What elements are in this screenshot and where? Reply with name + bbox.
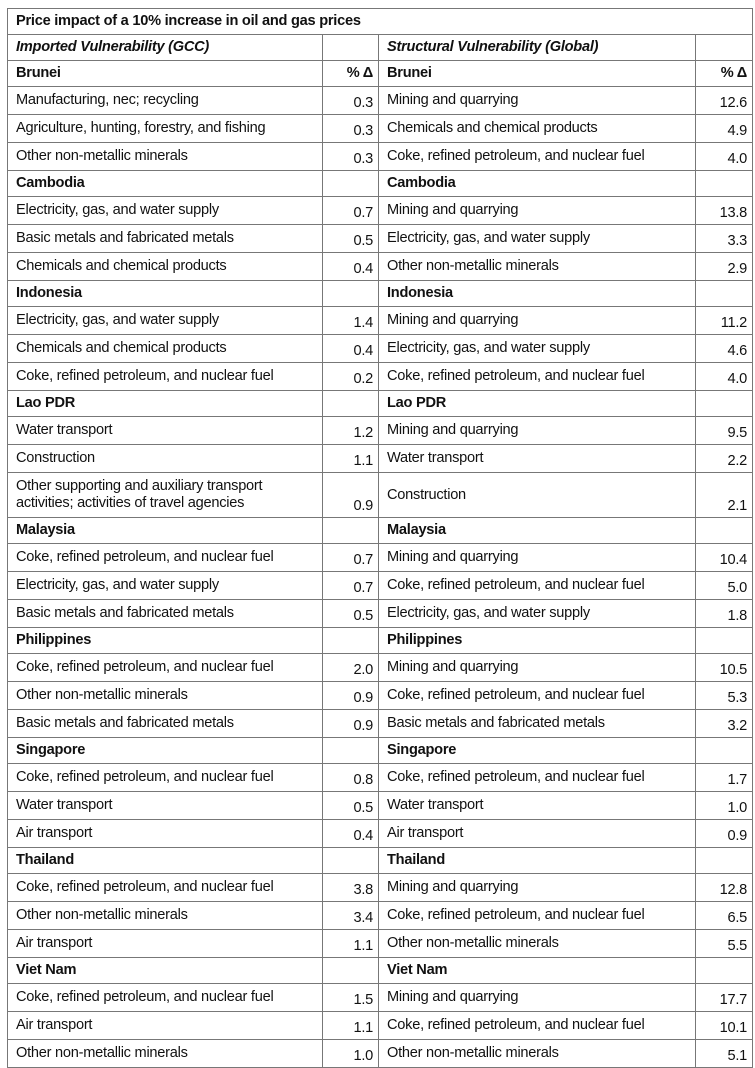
sector-left: Coke, refined petroleum, and nuclear fuel xyxy=(8,363,323,391)
sector-right: Chemicals and chemical products xyxy=(379,115,696,143)
country-name-left: Indonesia xyxy=(8,281,323,307)
table-row xyxy=(8,654,753,682)
value-left: 0.9 xyxy=(323,682,379,710)
sector-left: Electricity, gas, and water supply xyxy=(8,197,323,225)
table-row xyxy=(8,1012,753,1040)
value-right: 0.9 xyxy=(696,820,753,848)
table-row xyxy=(8,253,753,281)
right-header: Structural Vulnerability (Global) xyxy=(379,35,696,61)
table-row xyxy=(8,572,753,600)
table-row xyxy=(8,225,753,253)
value-right: 3.3 xyxy=(696,225,753,253)
sector-left: Other non-metallic minerals xyxy=(8,143,323,171)
value-left: 3.4 xyxy=(323,902,379,930)
value-right: 17.7 xyxy=(696,984,753,1012)
value-left: 1.4 xyxy=(323,307,379,335)
sector-right: Coke, refined petroleum, and nuclear fuel xyxy=(379,682,696,710)
country-row xyxy=(8,171,753,197)
value-left: 0.3 xyxy=(323,87,379,115)
table-row xyxy=(8,820,753,848)
sector-right: Mining and quarrying xyxy=(379,544,696,572)
country-name-left: Philippines xyxy=(8,628,323,654)
value-left: 1.5 xyxy=(323,984,379,1012)
value-left: 0.5 xyxy=(323,225,379,253)
sector-left: Air transport xyxy=(8,930,323,958)
sector-left: Chemicals and chemical products xyxy=(8,253,323,281)
value-right: 6.5 xyxy=(696,902,753,930)
country-name-left: Viet Nam xyxy=(8,958,323,984)
table-row xyxy=(8,307,753,335)
sector-left: Manufacturing, nec; recycling xyxy=(8,87,323,115)
value-right: 2.9 xyxy=(696,253,753,281)
country-name-left: Singapore xyxy=(8,738,323,764)
country-name-right: Philippines xyxy=(379,628,696,654)
value-right: 4.0 xyxy=(696,363,753,391)
sector-right: Mining and quarrying xyxy=(379,874,696,902)
sector-left: Other supporting and auxiliary transport activities; activities of travel agencies xyxy=(8,473,323,518)
value-left: 0.3 xyxy=(323,143,379,171)
unit-label-left xyxy=(323,628,379,654)
sector-right: Coke, refined petroleum, and nuclear fuel xyxy=(379,764,696,792)
sector-right: Water transport xyxy=(379,445,696,473)
value-right: 5.0 xyxy=(696,572,753,600)
table-row xyxy=(8,87,753,115)
value-right: 12.6 xyxy=(696,87,753,115)
sector-right: Electricity, gas, and water supply xyxy=(379,600,696,628)
value-right: 2.1 xyxy=(696,473,753,518)
unit-label-left: % Δ xyxy=(323,61,379,87)
country-name-right: Cambodia xyxy=(379,171,696,197)
table-row xyxy=(8,710,753,738)
unit-label-right xyxy=(696,171,753,197)
country-row xyxy=(8,958,753,984)
table-row xyxy=(8,115,753,143)
value-left: 0.8 xyxy=(323,764,379,792)
sector-right: Electricity, gas, and water supply xyxy=(379,335,696,363)
value-right: 2.2 xyxy=(696,445,753,473)
sector-right: Mining and quarrying xyxy=(379,197,696,225)
sector-right: Other non-metallic minerals xyxy=(379,253,696,281)
sector-left: Other non-metallic minerals xyxy=(8,1040,323,1068)
sector-right: Air transport xyxy=(379,820,696,848)
sector-left: Agriculture, hunting, forestry, and fishing xyxy=(8,115,323,143)
value-right: 5.5 xyxy=(696,930,753,958)
table-row xyxy=(8,902,753,930)
value-right: 4.9 xyxy=(696,115,753,143)
unit-label-right xyxy=(696,738,753,764)
country-name-left: Brunei xyxy=(8,61,323,87)
price-impact-table xyxy=(7,8,753,1068)
sector-left: Chemicals and chemical products xyxy=(8,335,323,363)
country-name-right: Viet Nam xyxy=(379,958,696,984)
sector-right: Coke, refined petroleum, and nuclear fuel xyxy=(379,363,696,391)
value-left: 1.1 xyxy=(323,1012,379,1040)
unit-label-right xyxy=(696,628,753,654)
unit-label-right xyxy=(696,518,753,544)
country-name-left: Cambodia xyxy=(8,171,323,197)
value-right: 13.8 xyxy=(696,197,753,225)
value-left: 0.5 xyxy=(323,792,379,820)
unit-label-right xyxy=(696,848,753,874)
right-header-blank xyxy=(696,35,753,61)
value-left: 0.7 xyxy=(323,197,379,225)
sector-left: Basic metals and fabricated metals xyxy=(8,710,323,738)
country-name-right: Lao PDR xyxy=(379,391,696,417)
table-row xyxy=(8,792,753,820)
value-right: 1.8 xyxy=(696,600,753,628)
value-left: 0.7 xyxy=(323,572,379,600)
table-row xyxy=(8,984,753,1012)
value-left: 0.4 xyxy=(323,335,379,363)
country-name-right: Indonesia xyxy=(379,281,696,307)
country-name-right: Singapore xyxy=(379,738,696,764)
value-left: 3.8 xyxy=(323,874,379,902)
table-row xyxy=(8,445,753,473)
country-name-right: Thailand xyxy=(379,848,696,874)
sector-right: Coke, refined petroleum, and nuclear fuel xyxy=(379,902,696,930)
sector-left: Coke, refined petroleum, and nuclear fuel xyxy=(8,984,323,1012)
value-left: 1.2 xyxy=(323,417,379,445)
value-left: 0.9 xyxy=(323,473,379,518)
country-name-right: Malaysia xyxy=(379,518,696,544)
sector-left: Coke, refined petroleum, and nuclear fuel xyxy=(8,874,323,902)
country-row xyxy=(8,61,753,87)
unit-label-left xyxy=(323,171,379,197)
header-row xyxy=(8,35,753,61)
sector-right: Other non-metallic minerals xyxy=(379,1040,696,1068)
value-left: 0.5 xyxy=(323,600,379,628)
sector-left: Water transport xyxy=(8,792,323,820)
sector-right: Water transport xyxy=(379,792,696,820)
sector-right: Mining and quarrying xyxy=(379,654,696,682)
sector-left: Water transport xyxy=(8,417,323,445)
unit-label-right: % Δ xyxy=(696,61,753,87)
sector-left: Coke, refined petroleum, and nuclear fuel xyxy=(8,764,323,792)
table-row xyxy=(8,473,753,518)
sector-right: Mining and quarrying xyxy=(379,984,696,1012)
sector-left: Basic metals and fabricated metals xyxy=(8,225,323,253)
sector-right: Construction xyxy=(379,473,696,518)
value-right: 10.4 xyxy=(696,544,753,572)
left-header-blank xyxy=(323,35,379,61)
value-left: 2.0 xyxy=(323,654,379,682)
table-row xyxy=(8,143,753,171)
title-row xyxy=(8,9,753,35)
country-name-right: Brunei xyxy=(379,61,696,87)
table-row xyxy=(8,335,753,363)
sector-right: Mining and quarrying xyxy=(379,307,696,335)
unit-label-left xyxy=(323,958,379,984)
country-row xyxy=(8,391,753,417)
value-left: 0.9 xyxy=(323,710,379,738)
value-right: 10.5 xyxy=(696,654,753,682)
value-right: 4.6 xyxy=(696,335,753,363)
sector-left: Construction xyxy=(8,445,323,473)
sector-left: Electricity, gas, and water supply xyxy=(8,572,323,600)
sector-left: Air transport xyxy=(8,1012,323,1040)
sector-left: Other non-metallic minerals xyxy=(8,902,323,930)
unit-label-right xyxy=(696,281,753,307)
table-row xyxy=(8,544,753,572)
value-right: 5.3 xyxy=(696,682,753,710)
sector-right: Mining and quarrying xyxy=(379,87,696,115)
value-right: 9.5 xyxy=(696,417,753,445)
table-row xyxy=(8,930,753,958)
unit-label-right xyxy=(696,391,753,417)
sector-left: Basic metals and fabricated metals xyxy=(8,600,323,628)
sector-right: Coke, refined petroleum, and nuclear fuel xyxy=(379,572,696,600)
table-row xyxy=(8,197,753,225)
country-name-left: Lao PDR xyxy=(8,391,323,417)
value-right: 5.1 xyxy=(696,1040,753,1068)
country-row xyxy=(8,518,753,544)
unit-label-left xyxy=(323,281,379,307)
sector-right: Coke, refined petroleum, and nuclear fuel xyxy=(379,1012,696,1040)
value-left: 0.4 xyxy=(323,820,379,848)
sector-left: Coke, refined petroleum, and nuclear fuel xyxy=(8,654,323,682)
value-right: 10.1 xyxy=(696,1012,753,1040)
country-name-left: Thailand xyxy=(8,848,323,874)
table-row xyxy=(8,764,753,792)
value-left: 0.2 xyxy=(323,363,379,391)
country-row xyxy=(8,281,753,307)
sector-right: Other non-metallic minerals xyxy=(379,930,696,958)
left-header: Imported Vulnerability (GCC) xyxy=(8,35,323,61)
unit-label-left xyxy=(323,738,379,764)
value-right: 3.2 xyxy=(696,710,753,738)
sector-left: Air transport xyxy=(8,820,323,848)
table-row xyxy=(8,363,753,391)
unit-label-right xyxy=(696,958,753,984)
value-left: 1.1 xyxy=(323,930,379,958)
sector-left: Coke, refined petroleum, and nuclear fuel xyxy=(8,544,323,572)
value-left: 1.1 xyxy=(323,445,379,473)
value-right: 11.2 xyxy=(696,307,753,335)
unit-label-left xyxy=(323,848,379,874)
value-right: 4.0 xyxy=(696,143,753,171)
value-right: 12.8 xyxy=(696,874,753,902)
value-left: 0.4 xyxy=(323,253,379,281)
value-left: 0.7 xyxy=(323,544,379,572)
country-row xyxy=(8,738,753,764)
unit-label-left xyxy=(323,391,379,417)
value-right: 1.0 xyxy=(696,792,753,820)
sector-left: Electricity, gas, and water supply xyxy=(8,307,323,335)
sector-left: Other non-metallic minerals xyxy=(8,682,323,710)
value-left: 1.0 xyxy=(323,1040,379,1068)
sector-right: Mining and quarrying xyxy=(379,417,696,445)
sector-right: Electricity, gas, and water supply xyxy=(379,225,696,253)
country-row xyxy=(8,628,753,654)
value-left: 0.3 xyxy=(323,115,379,143)
table-row xyxy=(8,417,753,445)
table-row xyxy=(8,682,753,710)
value-right: 1.7 xyxy=(696,764,753,792)
table-row xyxy=(8,600,753,628)
country-row xyxy=(8,848,753,874)
country-name-left: Malaysia xyxy=(8,518,323,544)
unit-label-left xyxy=(323,518,379,544)
table-row xyxy=(8,1040,753,1068)
sector-right: Coke, refined petroleum, and nuclear fuel xyxy=(379,143,696,171)
table-row xyxy=(8,874,753,902)
table-title: Price impact of a 10% increase in oil and gas prices xyxy=(8,9,753,35)
sector-right: Basic metals and fabricated metals xyxy=(379,710,696,738)
